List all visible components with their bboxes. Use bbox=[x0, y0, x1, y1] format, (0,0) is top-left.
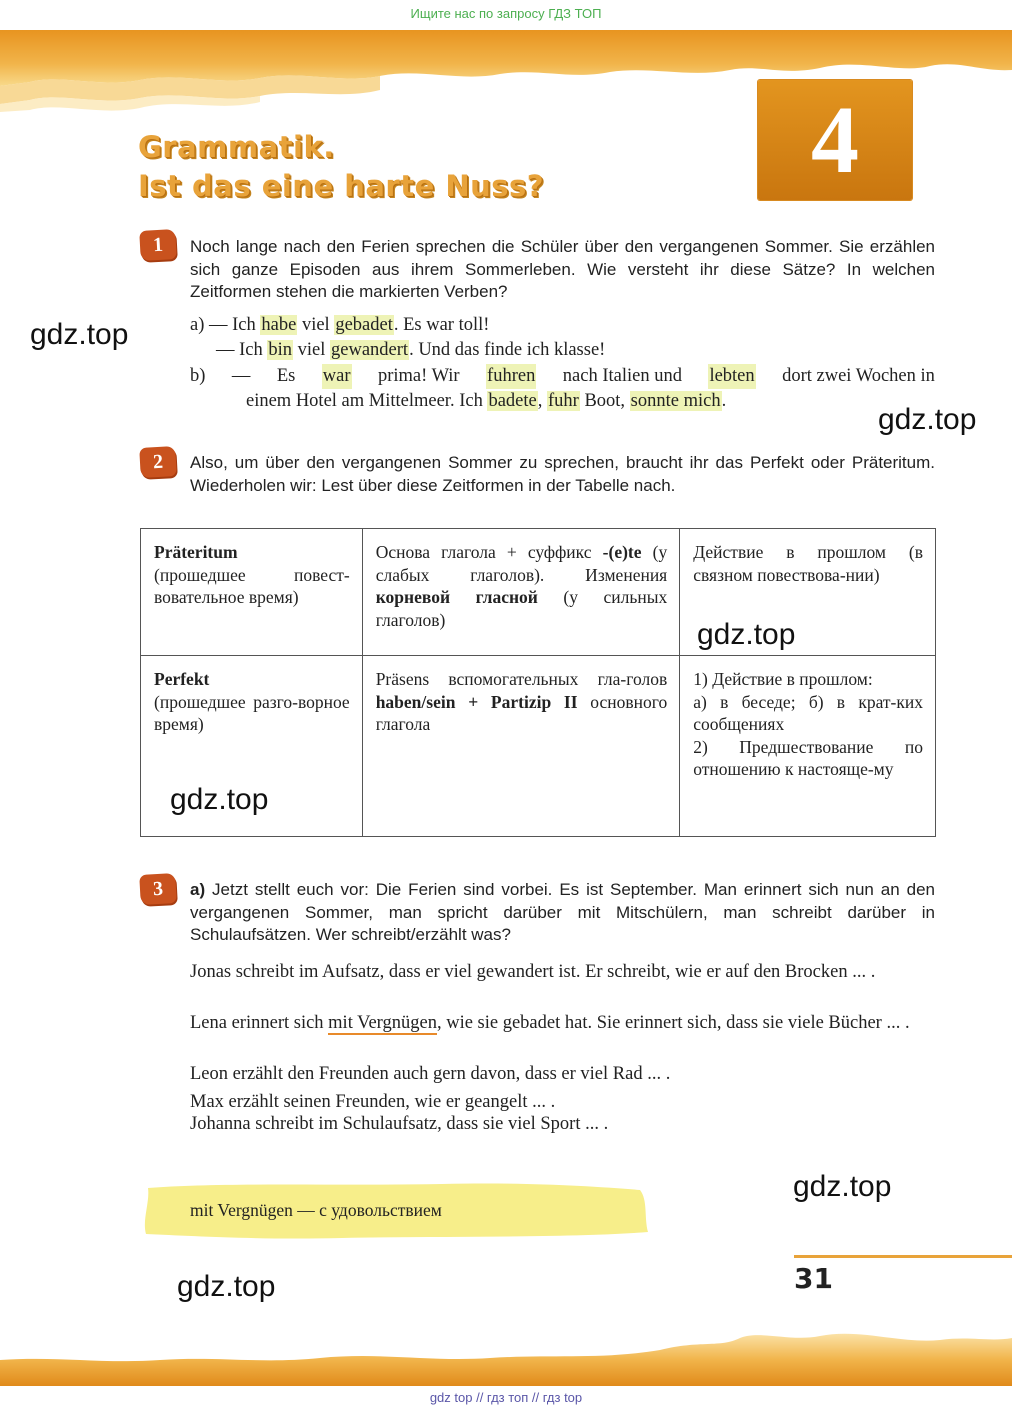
highlighted-verb: fuhr bbox=[547, 391, 579, 411]
cell-text: a) в беседе; б) в крат-ких сообщениях bbox=[693, 691, 923, 734]
dash: — bbox=[216, 340, 235, 360]
cell-bold: корневой гласной bbox=[375, 587, 538, 607]
highlighted-verb: lebten bbox=[708, 364, 755, 389]
dash: — bbox=[209, 315, 228, 335]
bottom-banner-decoration bbox=[0, 1330, 1012, 1386]
cell-text: Действие в прошлом (в связном повествова-нии) bbox=[693, 542, 923, 585]
highlighted-verb: fuhren bbox=[486, 364, 536, 389]
word: , bbox=[537, 391, 543, 411]
watermark: gdz.top bbox=[30, 318, 129, 351]
table-cell bbox=[141, 529, 363, 656]
header-note: Ищите нас по запросу ГДЗ ТОП bbox=[410, 6, 602, 21]
cell-bold: haben/sein + Partizip II bbox=[375, 691, 578, 712]
word: prima! Wir bbox=[377, 366, 460, 386]
item-label: b) bbox=[190, 366, 206, 386]
cell-text: основного глагола bbox=[375, 691, 668, 734]
sentence-text: Lena erinnert sich bbox=[190, 1013, 329, 1033]
word: Ich bbox=[239, 340, 263, 360]
cell-text: (у слабых глаголов). Изменения bbox=[375, 542, 668, 585]
word: viel bbox=[297, 340, 326, 360]
task-1-instruction: Noch lange nach den Ferien sprechen die Schüler über den vergangenen Sommer. Sie erzählen sich ganze Episoden aus ihrem Sommerleben. Wie versteht ihr diese Sätze? In welchen Zeitformen stehen die markierten Verben? bbox=[190, 237, 935, 301]
title-line-1: Grammatik. bbox=[138, 130, 335, 164]
highlighted-verb: habe bbox=[261, 315, 297, 335]
tense-description: (прошедшее повест-вовательное время) bbox=[154, 564, 350, 607]
watermark: gdz.top bbox=[878, 403, 977, 436]
task-1-badge: 1 bbox=[139, 229, 177, 261]
task-3-sentence-3: Leon erzählt den Freunden auch gern davon, dass er viel Rad ... . bbox=[190, 1064, 671, 1084]
item-label: a) bbox=[190, 315, 205, 335]
highlighted-verb: sonnte mich bbox=[630, 391, 721, 411]
task-2-instruction: Also, um über den vergangenen Sommer zu sprechen, braucht ihr das Perfekt oder Präteritum. Wiederholen wir: Lest über diese Zeitformen in der Tabelle nach. bbox=[190, 453, 935, 495]
word: viel bbox=[301, 315, 330, 335]
task-3-instruction bbox=[190, 879, 935, 947]
highlighted-verb: war bbox=[322, 364, 352, 389]
watermark: gdz.top bbox=[697, 618, 796, 651]
instruction-text: Jetzt stellt euch vor: Die Ferien sind vorbei. Es ist September. Man erinnert sich nun an den vergangenen Sommer, man spricht darüber mit Mitschülern, man schreibt darüber in Schulaufsätzen. Wer schreibt/erzählt was? bbox=[190, 880, 935, 944]
word: . bbox=[721, 391, 727, 411]
tense-name: Perfekt bbox=[154, 669, 210, 689]
cell-text: 1) Действие в прошлом: bbox=[693, 669, 873, 689]
word: nach Italien und bbox=[562, 366, 682, 386]
cell-bold: -(e)te bbox=[602, 542, 642, 562]
task-3-badge: 3 bbox=[139, 873, 177, 905]
item-label: a) bbox=[190, 880, 206, 899]
task-1-example-a1 bbox=[190, 313, 935, 338]
table-cell bbox=[362, 656, 680, 837]
word: Es bbox=[276, 366, 296, 386]
vocab-entry: mit Vergnügen — с удовольствием bbox=[190, 1200, 442, 1220]
page-number: 31 bbox=[794, 1262, 833, 1295]
task-2-badge: 2 bbox=[139, 446, 177, 478]
watermark: gdz.top bbox=[177, 1270, 276, 1303]
word: einem Hotel am Mittelmeer. Ich bbox=[246, 391, 483, 411]
vocab-underlined: mit Vergnügen bbox=[328, 1013, 437, 1033]
table-cell bbox=[362, 529, 680, 656]
highlighted-verb: badete bbox=[488, 391, 537, 411]
task-3-sentence-4: Max erzählt seinen Freunden, wie er geangelt ... . bbox=[190, 1092, 556, 1112]
cell-text: 2) Предшествование по отношению к настояще-му bbox=[693, 736, 923, 779]
word: . Und das finde ich klasse! bbox=[409, 340, 606, 360]
sentence-text: , wie sie gebadet hat. Sie erinnert sich, dass sie viele Bücher ... . bbox=[436, 1013, 910, 1033]
word: . Es war toll! bbox=[393, 315, 490, 335]
watermark: gdz.top bbox=[170, 783, 269, 816]
highlighted-verb: bin bbox=[268, 340, 293, 360]
table-cell bbox=[680, 656, 936, 837]
task-1-example-b1 bbox=[190, 364, 935, 389]
page-number-rule bbox=[794, 1255, 1012, 1258]
cell-text: Präsens вспомогательных гла-голов bbox=[375, 669, 668, 689]
cell-text: Основа глагола + суффикс bbox=[375, 542, 603, 562]
task-3-sentence-5: Johanna schreibt im Schulaufsatz, dass sie viel Sport ... . bbox=[190, 1114, 609, 1134]
word: Boot, bbox=[584, 391, 626, 411]
task-1-example-b2 bbox=[246, 389, 936, 414]
highlighted-verb: gewandert bbox=[331, 340, 409, 360]
tense-description: (прошедшее разго-ворное время) bbox=[154, 691, 350, 734]
watermark: gdz.top bbox=[793, 1170, 892, 1203]
chapter-number: 4 bbox=[811, 86, 859, 193]
task-3-sentence-2 bbox=[190, 1012, 935, 1035]
task-1-example-a2 bbox=[216, 338, 936, 363]
task-3-sentence-1: Jonas schreibt im Aufsatz, dass er viel gewandert ist. Er schreibt, wie er auf den Brocken ... . bbox=[190, 962, 876, 982]
highlighted-verb: gebadet bbox=[335, 315, 393, 335]
table-row bbox=[141, 529, 936, 656]
title-line-2: Ist das eine harte Nuss? bbox=[138, 169, 545, 203]
dash: — bbox=[231, 366, 251, 386]
footer-note: gdz top // гдз топ // гдз top bbox=[429, 1390, 583, 1405]
word: dort zwei Wochen in bbox=[782, 366, 935, 386]
tense-name: Präteritum bbox=[154, 542, 238, 562]
word: Ich bbox=[232, 315, 256, 335]
chapter-title bbox=[138, 128, 544, 206]
cell-text: (у сильных глаголов) bbox=[375, 587, 668, 630]
